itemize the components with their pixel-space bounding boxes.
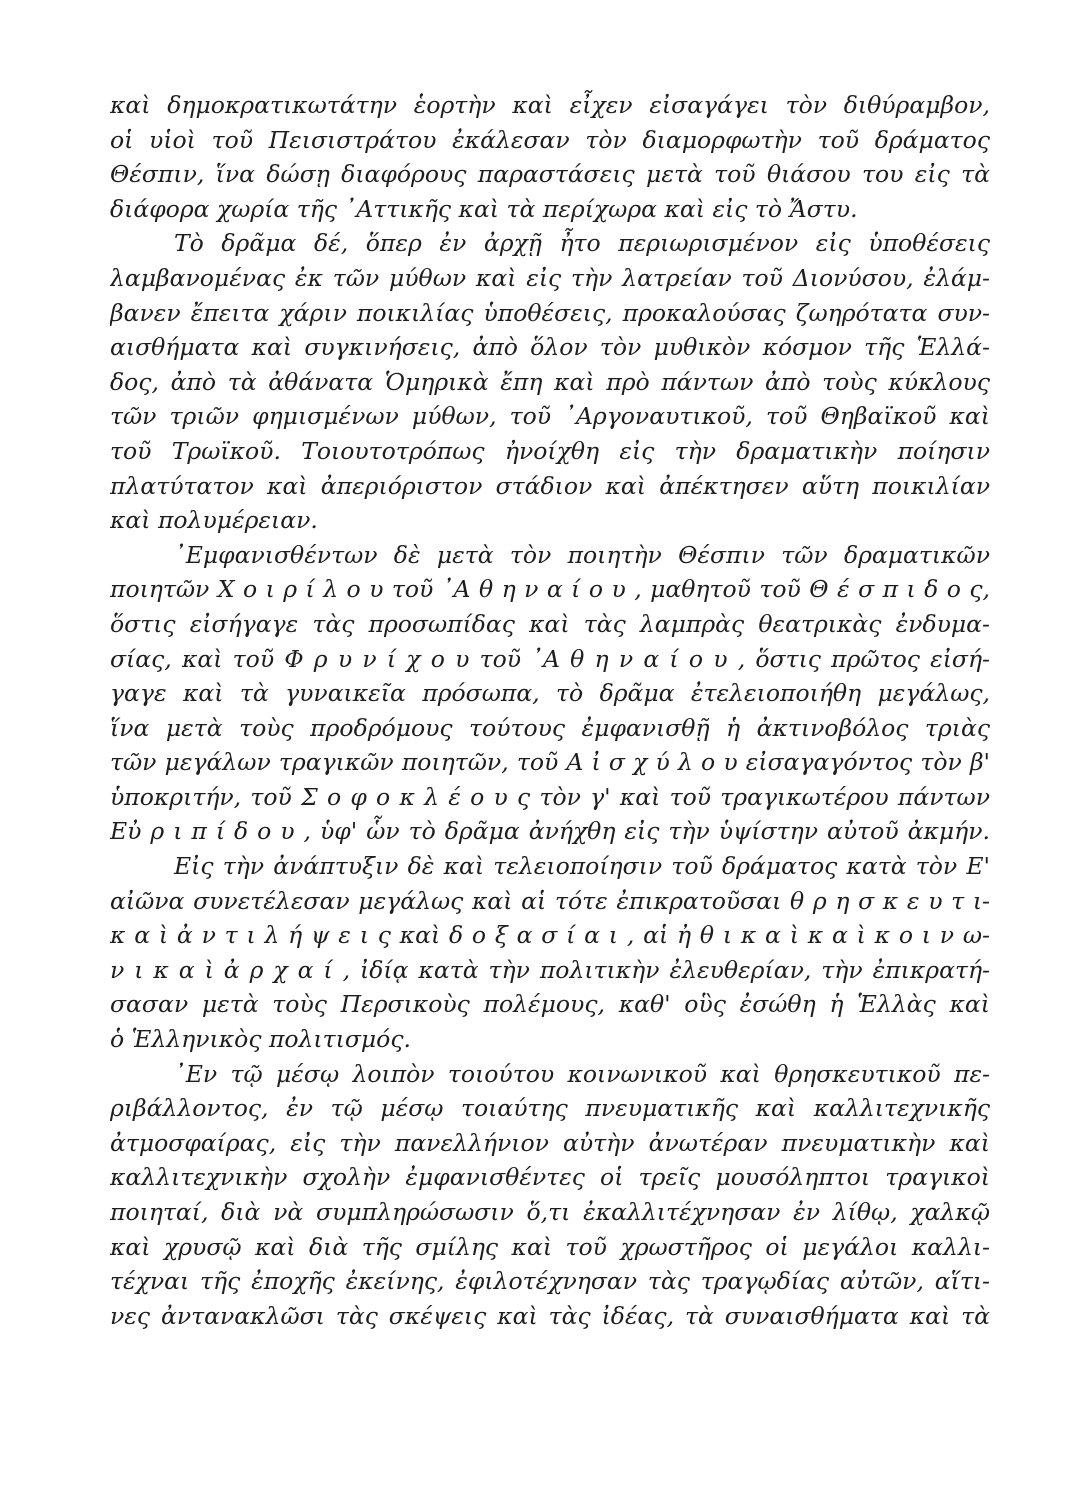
text-line: βανεν ἔπειτα χάριν ποικιλίας ὑποθέσεις, προκαλούσας ζωηρότατα συν- bbox=[110, 298, 990, 327]
text-line: διάφορα χωρία τῆς ᾿Αττικῆς καὶ τὰ περίχωρα καὶ εἰς τὸ Ἄστυ. bbox=[110, 194, 858, 223]
text-line: ἵνα μετὰ τοὺς προδρόμους τούτους ἐμφανισθῇ ἡ ἀκτινοβόλος τριὰς bbox=[110, 713, 990, 742]
text-line: τῶν μεγάλων τραγικῶν ποιητῶν, τοῦ Α ἰ σ χ ύ λ ο υ εἰσαγαγόντος τὸν β' bbox=[110, 748, 990, 777]
text-line: ὅστις εἰσήγαγε τὰς προσωπίδας καὶ τὰς λαμπρὰς θεατρικὰς ἐνδυμα- bbox=[110, 609, 990, 638]
text-line: Εἰς τὴν ἀνάπτυξιν δὲ καὶ τελειοποίησιν τοῦ δράματος κατὰ τὸν Ε' bbox=[174, 852, 990, 881]
paragraph-4 bbox=[110, 849, 990, 1057]
book-page bbox=[110, 88, 990, 1333]
paragraph-5 bbox=[110, 1057, 990, 1334]
text-line: ᾿Εμφανισθέντων δὲ μετὰ τὸν ποιητὴν Θέσπιν τῶν δραματικῶν bbox=[174, 540, 990, 569]
text-line: τῶν τριῶν φημισμένων μύθων, τοῦ ᾿Αργοναυτικοῦ, τοῦ Θηβαϊκοῦ καὶ bbox=[110, 402, 990, 431]
text-line: αἰῶνα συνετέλεσαν μεγάλως καὶ αἱ τότε ἐπικρατοῦσαι θ ρ η σ κ ε υ τ ι- bbox=[110, 886, 990, 915]
text-line: Θέσπιν, ἵνα δώσῃ διαφόρους παραστάσεις μετὰ τοῦ θιάσου του εἰς τὰ bbox=[110, 160, 990, 189]
paragraph-2 bbox=[110, 226, 990, 537]
text-line: τοῦ Τρωϊκοῦ. Τοιουτοτρόπως ἠνοίχθη εἰς τὴν δραματικὴν ποίησιν bbox=[110, 436, 990, 465]
text-line: ὁ Ἑλληνικὸς πολιτισμός. bbox=[110, 1025, 411, 1054]
text-line: σίας, καὶ τοῦ Φ ρ υ ν ί χ ο υ τοῦ ᾿Α θ η ν α ί ο υ , ὅστις πρῶτος εἰσή- bbox=[110, 644, 990, 673]
text-line: καὶ χρυσῷ καὶ διὰ τῆς σμίλης καὶ τοῦ χρωστῆρος οἱ μεγάλοι καλλι- bbox=[110, 1232, 990, 1261]
text-line: οἱ υἱοὶ τοῦ Πεισιστράτου ἐκάλεσαν τὸν διαμορφωτὴν τοῦ δράματος bbox=[110, 125, 990, 154]
text-line: ᾿Εν τῷ μέσῳ λοιπὸν τοιούτου κοινωνικοῦ καὶ θρησκευτικοῦ πε- bbox=[174, 1059, 990, 1088]
text-line: δος, ἀπὸ τὰ ἀθάνατα Ὁμηρικὰ ἔπη καὶ πρὸ πάντων ἀπὸ τοὺς κύκλους bbox=[110, 367, 990, 396]
text-line: ν ι κ α ὶ ἀ ρ χ α ί , ἰδίᾳ κατὰ τὴν πολιτικὴν ἐλευθερίαν, τὴν ἐπικρατή- bbox=[110, 955, 990, 984]
text-line: κ α ὶ ἀ ν τ ι λ ή ψ ε ι ς καὶ δ ο ξ α σ ί α ι , αἱ ἠ θ ι κ α ὶ κ α ὶ κ ο ι ν ω- bbox=[110, 921, 990, 950]
text-line: ἀτμοσφαίρας, εἰς τὴν πανελλήνιον αὐτὴν ἀνωτέραν πνευματικὴν καὶ bbox=[110, 1128, 990, 1157]
text-line: τέχναι τῆς ἐποχῆς ἐκείνης, ἐφιλοτέχνησαν τὰς τραγῳδίας αὐτῶν, αἵτι- bbox=[110, 1267, 990, 1296]
text-line: καλλιτεχνικὴν σχολὴν ἐμφανισθέντες οἱ τρεῖς μουσόληπτοι τραγικοὶ bbox=[110, 1163, 990, 1192]
text-line: ὑποκριτήν, τοῦ Σ ο φ ο κ λ έ ο υ ς τὸν γ' καὶ τοῦ τραγικωτέρου πάντων bbox=[110, 782, 990, 811]
text-line: Τὸ δρᾶμα δέ, ὅπερ ἐν ἀρχῇ ἦτο περιωρισμένον εἰς ὑποθέσεις bbox=[174, 229, 990, 258]
text-line: Εὐ ρ ι π ί δ ο υ , ὑφ' ὧν τὸ δρᾶμα ἀνήχθη εἰς τὴν ὑψίστην αὐτοῦ ἀκμήν. bbox=[110, 817, 990, 846]
text-line: σασαν μετὰ τοὺς Περσικοὺς πολέμους, καθ' οὓς ἐσώθη ἡ Ἑλλὰς καὶ bbox=[110, 990, 990, 1019]
text-line: καὶ δημοκρατικωτάτην ἑορτὴν καὶ εἶχεν εἰσαγάγει τὸν διθύραμβον, bbox=[110, 91, 990, 119]
text-line: πλατύτατον καὶ ἀπεριόριστον στάδιον καὶ ἀπέκτησεν αὕτη ποικιλίαν bbox=[110, 471, 990, 500]
text-line: γαγε καὶ τὰ γυναικεῖα πρόσωπα, τὸ δρᾶμα ἐτελειοποιήθη μεγάλως, bbox=[110, 679, 990, 708]
text-line: λαμβανομένας ἐκ τῶν μύθων καὶ εἰς τὴν λατρείαν τοῦ Διονύσου, ἐλάμ- bbox=[110, 263, 990, 292]
text-line: ποιηταί, διὰ νὰ συμπληρώσωσιν ὅ,τι ἐκαλλιτέχνησαν ἐν λίθῳ, χαλκῷ bbox=[110, 1198, 990, 1226]
text-line: αισθήματα καὶ συγκινήσεις, ἀπὸ ὅλον τὸν μυθικὸν κόσμον τῆς Ἑλλά- bbox=[110, 333, 990, 362]
text-line: ριβάλλοντος, ἐν τῷ μέσῳ τοιαύτης πνευματικῆς καὶ καλλιτεχνικῆς bbox=[110, 1094, 990, 1123]
paragraph-3 bbox=[110, 538, 990, 849]
text-line: καὶ πολυμέρειαν. bbox=[110, 506, 318, 535]
text-line: νες ἀντανακλῶσι τὰς σκέψεις καὶ τὰς ἰδέας, τὰ συναισθήματα καὶ τὰ bbox=[110, 1301, 990, 1330]
paragraph-1 bbox=[110, 88, 990, 226]
text-line: ποιητῶν Χ ο ι ρ ί λ ο υ τοῦ ᾿Α θ η ν α ί ο υ , μαθητοῦ τοῦ Θ έ σ π ι δ ο ς, bbox=[110, 575, 990, 604]
